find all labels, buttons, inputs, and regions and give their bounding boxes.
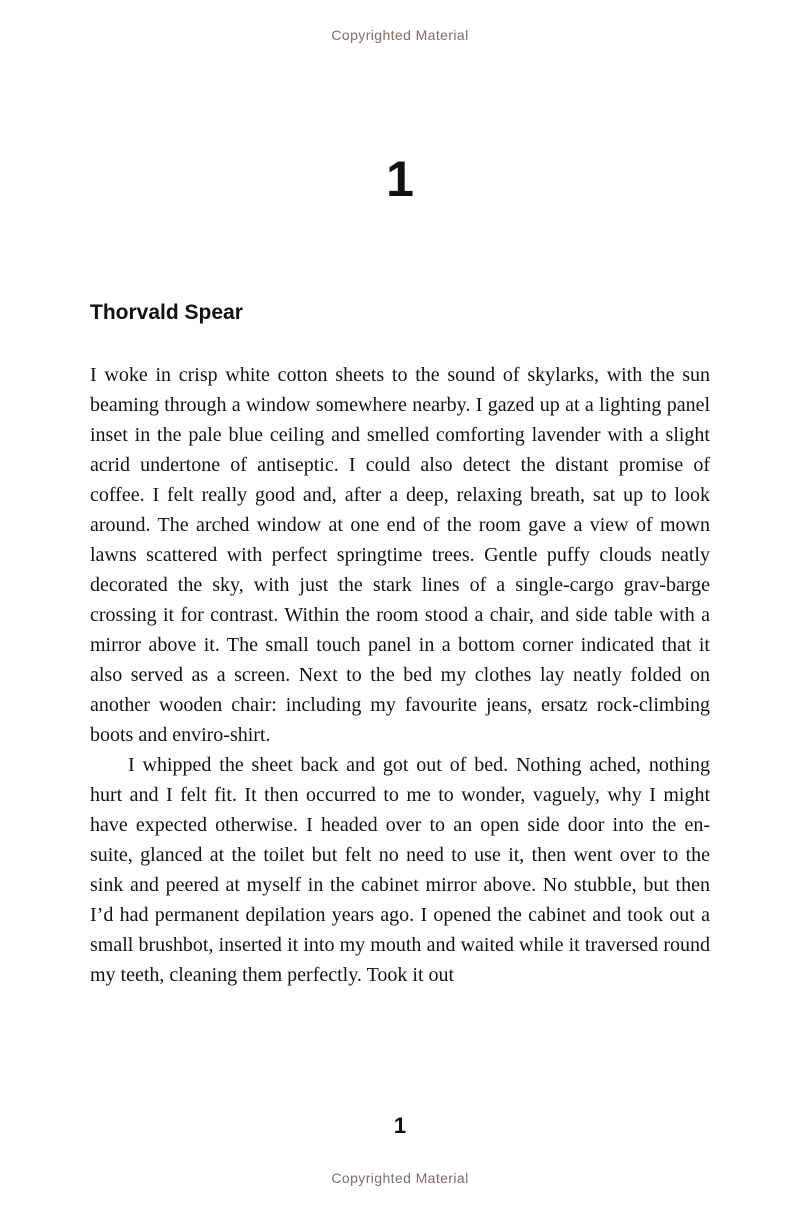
section-heading: Thorvald Spear	[90, 301, 243, 324]
chapter-number: 1	[386, 151, 414, 207]
paragraph: I whipped the sheet back and got out of bed. Nothing ached, nothing hurt and I felt fit. It then occurred to me to wonder, vaguely, why I might have expected otherwise. I headed over to an open side door into the en-suite, glanced at the toilet but felt no need to use it, then went over to the sink and peered at myself in the cabinet mirror above. No stubble, but then I’d had permanent depilation years ago. I opened the cabinet and took out a small brushbot, inserted it into my mouth and waited while it traversed round my teeth, cleaning them perfectly. Took it out	[90, 754, 710, 986]
page-number: 1	[393, 1113, 407, 1138]
body-text	[90, 360, 710, 990]
copyright-notice-bottom: Copyrighted Material	[331, 1170, 469, 1186]
copyright-notice-top: Copyrighted Material	[331, 27, 469, 43]
paragraph: I woke in crisp white cotton sheets to the sound of skylarks, with the sun beaming through a window somewhere nearby. I gazed up at a lighting panel inset in the pale blue ceiling and smelled comforting lavender with a slight acrid undertone of antiseptic. I could also detect the distant promise of coffee. I felt really good and, after a deep, relaxing breath, sat up to look around. The arched window at one end of the room gave a view of mown lawns scattered with perfect springtime trees. Gentle puffy clouds neatly decorated the sky, with just the stark lines of a single-cargo grav-barge crossing it for contrast. Within the room stood a chair, and side table with a mirror above it. The small touch panel in a bottom corner indicated that it also served as a screen. Next to the bed my clothes lay neatly folded on another wooden chair: including my favourite jeans, ersatz rock-climbing boots and enviro-shirt.	[90, 364, 710, 746]
